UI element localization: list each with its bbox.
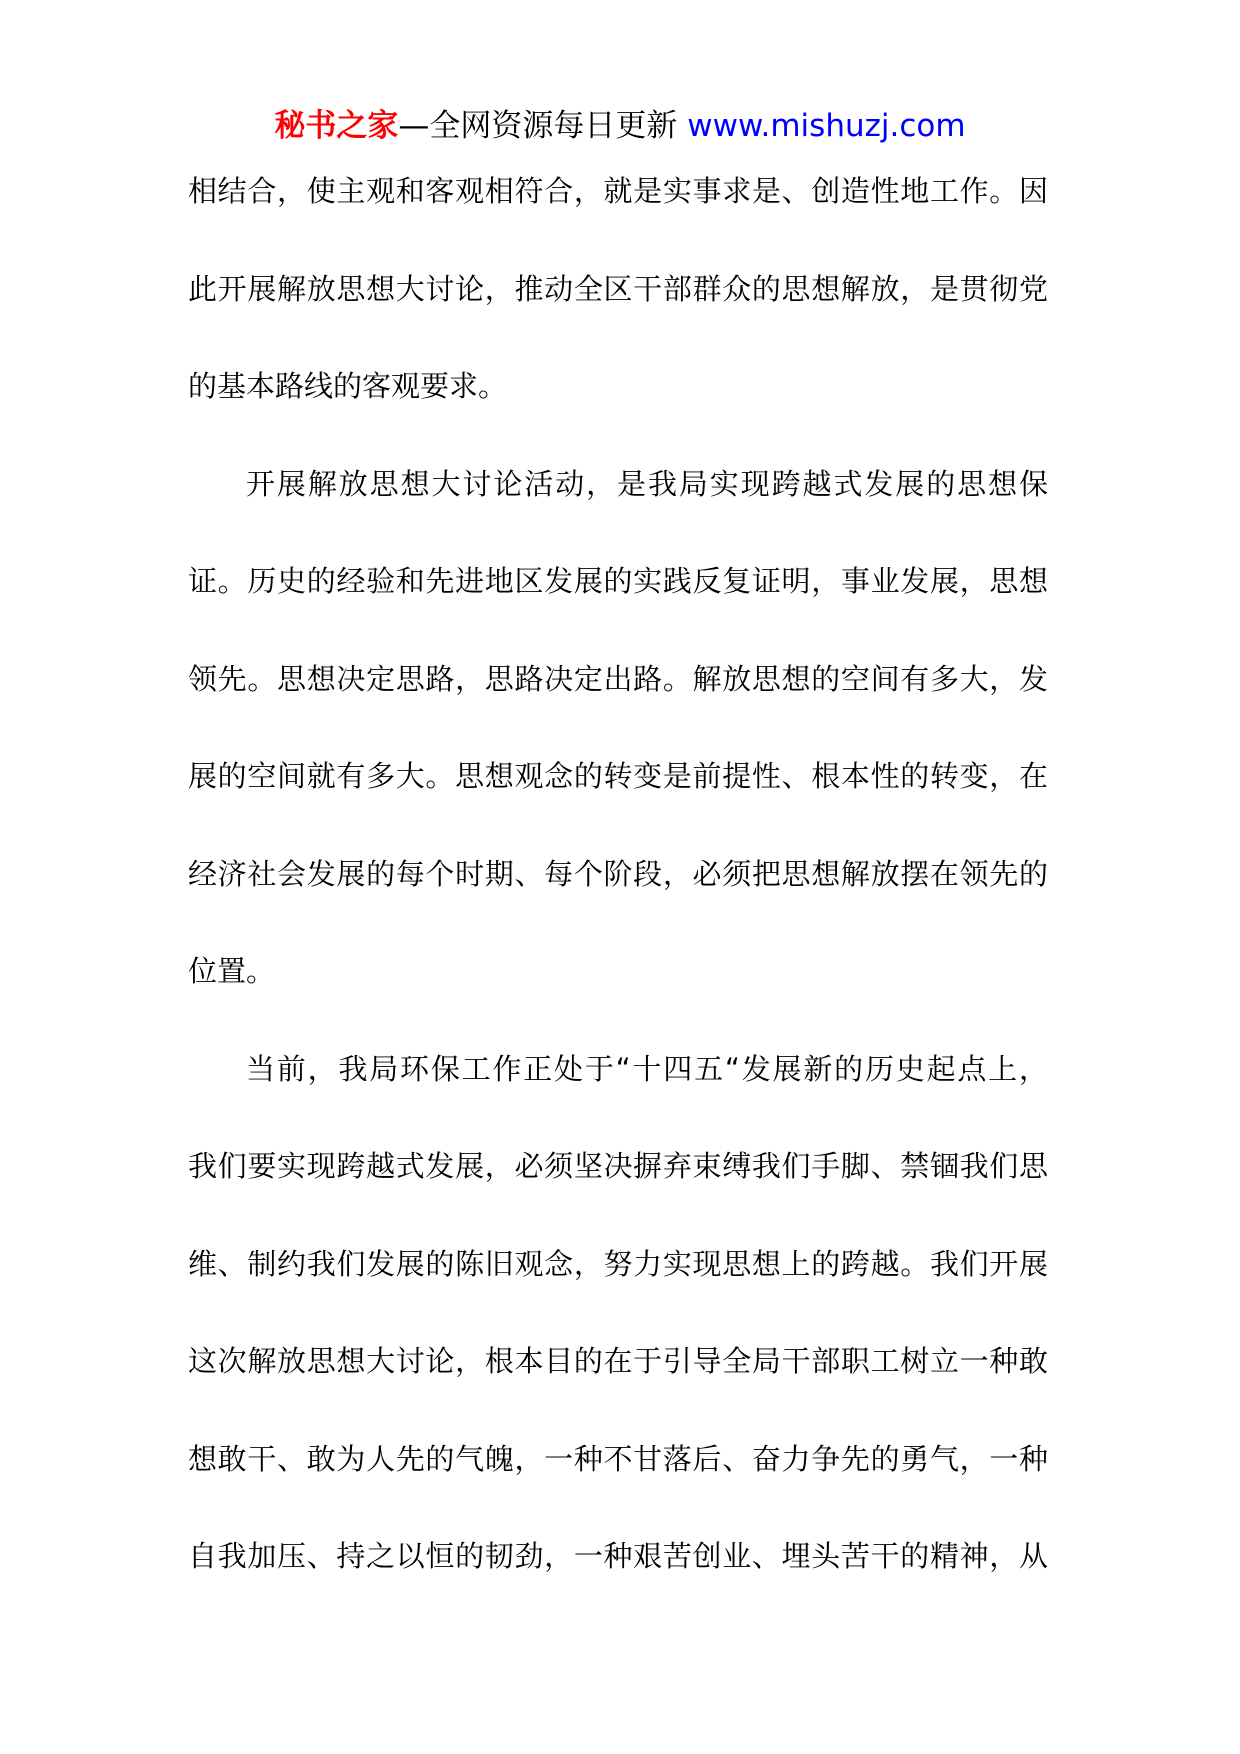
page-header: [0, 100, 1240, 152]
text-line: 自我加压、持之以恒的韧劲，一种艰苦创业、埋头苦干的精神，从: [188, 1539, 1048, 1573]
text-line: 相结合，使主观和客观相符合，就是实事求是、创造性地工作。因: [188, 174, 1048, 208]
text-line: 证。历史的经验和先进地区发展的实践反复证明，事业发展，思想: [188, 564, 1048, 598]
header-brand: 秘书之家: [274, 108, 399, 144]
text-line: 位置。: [188, 954, 276, 988]
header-site-link[interactable]: www.mishuzj.com: [687, 108, 966, 144]
document-body: [188, 165, 1048, 1628]
text-line: 的基本路线的客观要求。: [188, 369, 508, 403]
text-line: 维、制约我们发展的陈旧观念，努力实现思想上的跨越。我们开展: [188, 1246, 1048, 1281]
text-line: 想敢干、敢为人先的气魄，一种不甘落后、奋力争先的勇气，一种: [188, 1441, 1048, 1476]
text-line: 展的空间就有多大。思想观念的转变是前提性、根本性的转变，在: [188, 759, 1048, 793]
text-line: 经济社会发展的每个时期、每个阶段，必须把思想解放摆在领先的: [188, 856, 1048, 891]
text-line: 领先。思想决定思路，思路决定出路。解放思想的空间有多大，发: [188, 661, 1048, 696]
text-line: 我们要实现跨越式发展，必须坚决摒弃束缚我们手脚、禁锢我们思: [188, 1149, 1048, 1183]
paragraph-first-line: 开展解放思想大讨论活动，是我局实现跨越式发展的思想保: [246, 466, 1048, 501]
header-tagline: —全网资源每日更新: [398, 108, 688, 144]
text-line: 这次解放思想大讨论，根本目的在于引导全局干部职工树立一种敢: [188, 1344, 1048, 1378]
text-line: 此开展解放思想大讨论，推动全区干部群众的思想解放，是贯彻党: [188, 271, 1048, 306]
paragraph-first-line: 当前，我局环保工作正处于“十四五“发展新的历史起点上，: [246, 1051, 1048, 1086]
